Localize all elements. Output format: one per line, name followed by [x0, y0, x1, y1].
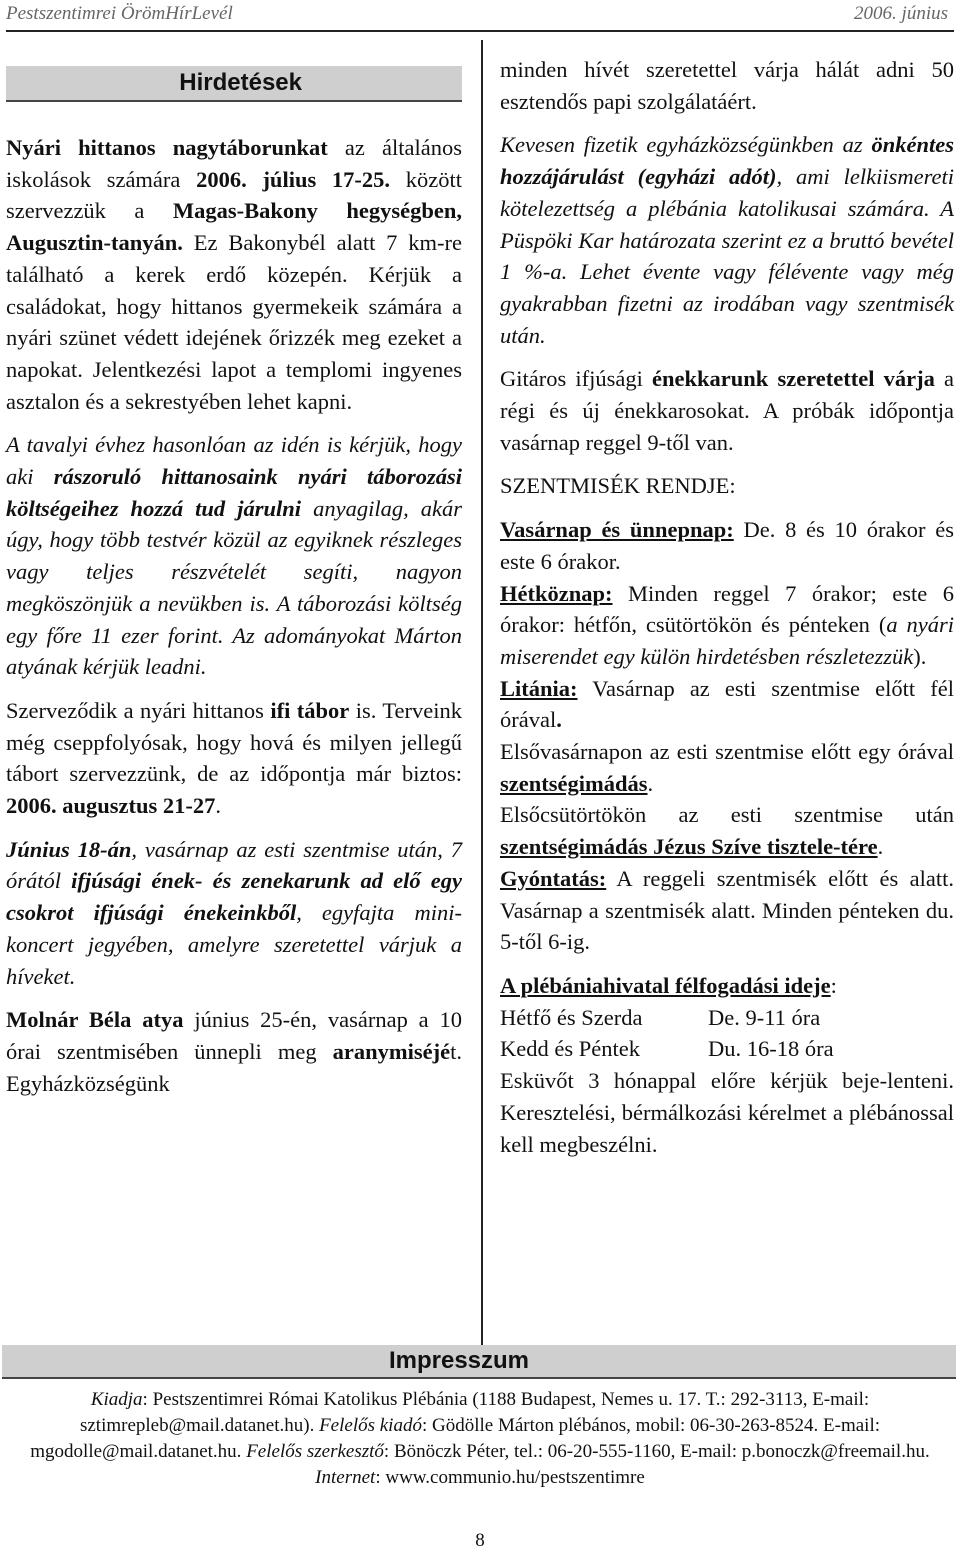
text: is. Terveink még cseppfolyósak, hogy hová és milyen jellegű tábort szervezzünk, de az időpontja már biztos:	[6, 697, 462, 787]
office-time: Du. 16-18 óra	[708, 1036, 834, 1062]
bold-underlined-text: Vasárnap és ünnepnap:	[500, 517, 734, 543]
text: a régi és új énekkarosokat. A próbák időpontja vasárnap reggel 9-től van.	[500, 366, 954, 455]
text: Elsővasárnapon az esti szentmise előtt egy órával	[500, 739, 954, 765]
paragraph-choir	[500, 363, 954, 458]
text: , ami lelkiismereti kötelezettség a plébánia katolikusai számára. A Püspöki Kar határozata szerint ez a bruttó bevétel 1 %-a. Lehet évente vagy félévente vagy még gyakrabban fizetni az irodában vagy szentmisék után.	[500, 164, 954, 348]
office-hours-title	[500, 970, 954, 1002]
text: .	[215, 793, 222, 819]
text: A reggeli szentmisék előtt és alatt. Vasárnap a szentmisék alatt. Minden pénteken du. 5-től 6-ig.	[500, 865, 954, 955]
text: : www.communio.hu/pestszentimre	[375, 1467, 645, 1488]
text: , egyfajta mini-koncert jegyében, amelyre szeretettel várjuk a híveket.	[6, 900, 462, 989]
paragraph-continuation: minden hívét szeretettel várja hálát adni 50 esztendős papi szolgálatáért.	[500, 57, 954, 114]
impresszum-title-text: Impresszum	[388, 1347, 530, 1374]
bold-underlined-text: A plébániahivatal félfogadási ideje	[500, 972, 831, 998]
paragraph-wedding: Esküvőt 3 hónappal előre kérjük beje-lenteni. Keresztelési, bérmálkozási kérelmet a plébánossal kell megbeszélni.	[500, 1068, 954, 1157]
bold-underlined-text: Gyóntatás:	[500, 865, 607, 891]
bold-text: énekkarunk szeretettel várja	[652, 366, 935, 392]
italic-label: Kiadja	[90, 1389, 143, 1410]
office-day: Hétfő és Szerda	[500, 1004, 643, 1030]
paragraph-church-tax	[500, 129, 954, 351]
right-column	[500, 54, 954, 1160]
text: : Bönöczk Péter, tel.: 06-20-555-1160, E-mail: p.bonoczk@freemail.hu.	[383, 1441, 930, 1462]
italic-label: Felelős szerkesztő	[246, 1441, 384, 1462]
page-number: 8	[475, 1530, 485, 1551]
text: Kevesen fizetik egyházközségünkben az	[500, 132, 872, 158]
office-day: Kedd és Péntek	[500, 1036, 640, 1062]
text: ).	[913, 643, 927, 669]
mass-schedule-title: SZENTMISÉK RENDJE:	[500, 473, 736, 499]
text: De. 8 és 10 órakor és este 6 órakor.	[500, 517, 954, 574]
text: anyagilag, akár úgy, hogy több testvér közül az egyiknek részleges vagy teljes részvételét segíti, nagyon megköszönjük a nevükben is. A táborozási költség egy főre 11 ezer forint. Az adományokat Márton atyának kérjük leadni.	[6, 495, 462, 680]
text: Minden reggel 7 órakor; este 6 órakor: hétfőn, csütörtökön és pénteken (	[500, 580, 954, 638]
paragraph-first-sunday	[500, 736, 954, 799]
paragraph-concert	[6, 834, 462, 993]
office-hours-row	[500, 1002, 954, 1034]
italic-text: a nyári miserendet egy külön hirdetésben részletezzük	[500, 612, 955, 669]
text: június 25-én, vasárnap a 10 órai szentmisében ünnepli meg	[6, 1007, 462, 1064]
bold-text: .	[556, 707, 562, 733]
text: Ez Bakonybél alatt 7 km-re található a kerek erdő közepén. Kérjük a családokat, hogy hittanos gyermekeik számára a nyári szünet védett idejének őrizzék meg ezeket a napokat. Jelentkezési lapot a templomi ingyenes asztalon és a sekrestyében lehet kapni.	[6, 230, 462, 414]
text: az általános iskolások számára	[6, 135, 462, 192]
text: .	[647, 770, 654, 796]
bold-text: 2006. július 17-25.	[196, 166, 391, 192]
bold-text: 2006. augusztus 21-27	[6, 793, 216, 819]
paragraph-summer-camp	[6, 132, 462, 417]
paragraph-first-thursday	[500, 799, 954, 862]
bold-text: Június 18-án	[6, 836, 132, 862]
bold-text: Molnár Béla atya	[6, 1007, 184, 1033]
bold-text: aranymiséjé	[332, 1038, 451, 1064]
italic-label: Internet	[315, 1467, 376, 1488]
text: Vasárnap az esti szentmise előtt fél órával	[500, 675, 954, 733]
bold-underlined-text: szentségimádás Jézus Szíve tisztele-tére	[500, 834, 878, 860]
column-divider	[481, 40, 483, 1345]
impresszum-body	[6, 1387, 954, 1491]
text: : Gödölle Márton plébános, mobil: 06-30-263-8524. E-mail: mgodolle@mail.datanet.hu.	[30, 1415, 881, 1462]
text: Elsőcsütörtökön az esti szentmise után	[500, 802, 954, 828]
bold-text: ifi tábor	[270, 697, 350, 723]
issue-date: 2006. június	[854, 3, 948, 24]
paragraph-sunday	[500, 514, 954, 577]
paragraph-donation	[6, 429, 462, 683]
paragraph-ifi-camp	[6, 695, 462, 822]
text: .	[877, 834, 884, 860]
text: Gitáros ifjúsági	[500, 366, 653, 392]
bold-text: önkéntes hozzájárulást (egyházi adót)	[500, 132, 954, 190]
text: , vasárnap az esti szentmise után, 7 órától	[6, 836, 462, 894]
section-title-hirdetesek: Hirdetések	[6, 66, 462, 102]
italic-label: Felelős kiadó	[319, 1415, 422, 1436]
bold-underlined-text: szentségimádás	[500, 770, 648, 796]
paragraph-golden-mass	[6, 1004, 462, 1099]
text: között szervezzük a	[6, 166, 462, 224]
text: t. Egyházközségünk	[6, 1038, 462, 1096]
bold-text: rászoruló hittanosaink nyári táborozási költségeihez hozzá tud járulni	[6, 464, 462, 521]
newsletter-title: Pestszentimrei ÖrömHírLevél	[6, 3, 233, 24]
bold-text: Magas-Bakony hegységben, Augusztin-tanyán.	[6, 198, 462, 256]
impresszum-title	[2, 1345, 956, 1379]
page-header	[6, 0, 954, 32]
left-column	[6, 66, 462, 1099]
bold-underlined-text: Hétköznap:	[500, 580, 613, 606]
office-hours-row	[500, 1033, 954, 1065]
paragraph-weekday	[500, 578, 954, 673]
bold-underlined-text: Litánia:	[500, 675, 578, 701]
paragraph-litany	[500, 673, 954, 736]
text: Szerveződik a nyári hittanos	[6, 697, 271, 723]
text: A tavalyi évhez hasonlóan az idén is kérjük, hogy aki	[6, 432, 462, 490]
bold-text: Nyári hittanos nagytáborunkat	[6, 135, 328, 160]
text: : Pestszentimrei Római Katolikus Plébánia (1188 Budapest, Nemes u. 17. T.: 292-3113, E-mail: sztimrepleb@mail.datanet.hu).	[79, 1389, 870, 1436]
text: :	[830, 972, 837, 998]
paragraph-confession	[500, 863, 954, 958]
bold-text: ifjúsági ének- és zenekarunk ad elő egy csokrot ifjúsági énekeinkből	[6, 868, 462, 926]
office-time: De. 9-11 óra	[708, 1004, 821, 1030]
